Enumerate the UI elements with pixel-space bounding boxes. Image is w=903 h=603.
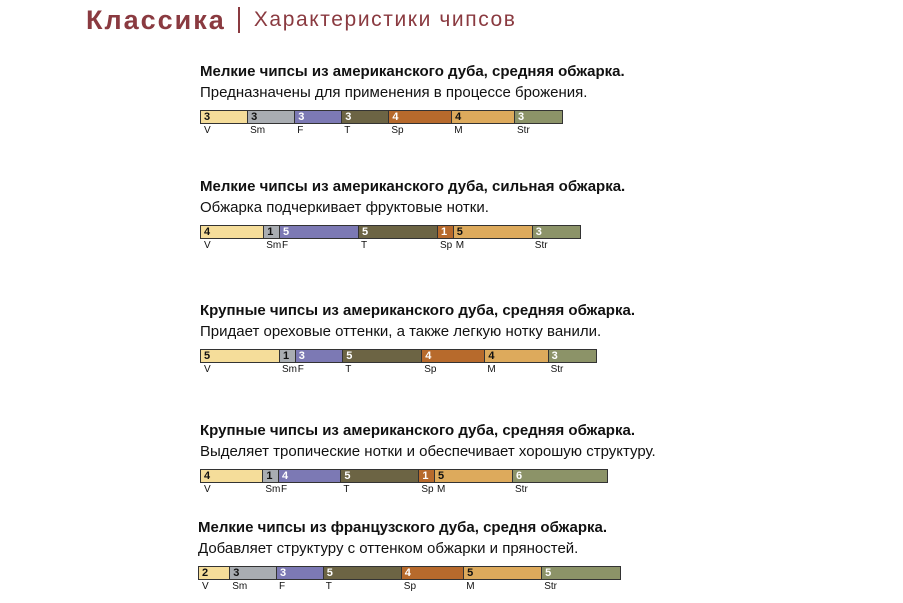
bar-value-label: 4 — [404, 567, 411, 579]
tick-label-m: M — [466, 581, 475, 592]
bar-value-label: 3 — [298, 111, 305, 123]
bar-segment-m — [435, 470, 513, 482]
profile-bar — [200, 225, 581, 239]
profile-description: Выделяет тропические нотки и обеспечивает хорошую структуру. — [200, 443, 656, 460]
bar-value-label: 6 — [515, 470, 523, 482]
bar-segment-v — [201, 226, 264, 238]
tick-label-v: V — [204, 240, 211, 251]
profile-axis — [200, 125, 625, 137]
tick-label-v: V — [204, 125, 211, 136]
tick-label-sm: Sm — [282, 364, 297, 375]
bar-segment-sm — [280, 350, 296, 362]
bar-segment-f — [279, 470, 341, 482]
tick-label-sp: Sp — [421, 484, 434, 495]
tick-label-t: T — [361, 240, 368, 251]
tick-label-sm: Sm — [232, 581, 248, 592]
bar-value-label: 1 — [266, 470, 273, 482]
bar-segment-sm — [248, 111, 295, 123]
bar-value-label: 3 — [345, 111, 352, 123]
page-header — [86, 0, 517, 40]
tick-label-str: Str — [544, 581, 557, 592]
bar-segment-m — [464, 567, 542, 579]
bar-value-label: 4 — [455, 111, 462, 123]
bar-segment-t — [359, 226, 438, 238]
tick-label-t: T — [343, 484, 350, 495]
tick-label-v: V — [202, 581, 209, 592]
tick-label-m: M — [455, 240, 465, 251]
tick-label-sm: Sm — [266, 240, 282, 251]
chip-profile-5 — [198, 519, 621, 593]
tick-label-sp: Sp — [424, 364, 437, 375]
bar-segment-m — [452, 111, 515, 123]
profile-title: Крупные чипсы из американского дуба, средняя обжарка. — [200, 302, 635, 319]
profile-title: Мелкие чипсы из американского дуба, сильная обжарка. — [200, 178, 626, 195]
bar-value-label: 4 — [488, 350, 495, 362]
bar-value-label: 1 — [283, 350, 290, 362]
tick-label-f: F — [297, 125, 304, 136]
tick-label-sm: Sm — [250, 125, 266, 136]
tick-label-str: Str — [550, 364, 564, 375]
bar-value-label: 4 — [425, 350, 432, 362]
bar-value-label: 4 — [204, 226, 211, 238]
bar-value-label: 1 — [267, 226, 274, 238]
bar-value-label: 5 — [346, 350, 353, 362]
tick-label-f: F — [282, 240, 289, 251]
bar-value-label: 1 — [422, 470, 429, 482]
bar-segment-t — [343, 350, 422, 362]
bar-segment-t — [324, 567, 402, 579]
chip-profile-3 — [200, 302, 635, 376]
bar-segment-sm — [264, 226, 280, 238]
bar-segment-v — [199, 567, 230, 579]
profile-description: Предназначены для применения в процессе брожения. — [200, 84, 588, 101]
bar-segment-str — [542, 567, 620, 579]
bar-value-label: 5 — [361, 226, 369, 238]
bar-value-label: 5 — [456, 226, 463, 238]
bar-value-label: 3 — [279, 567, 287, 579]
profile-title: Мелкие чипсы из американского дуба, средняя обжарка. — [200, 63, 625, 80]
bar-segment-m — [485, 350, 548, 362]
bar-segment-f — [277, 567, 324, 579]
tick-label-v: V — [204, 364, 211, 375]
bar-segment-m — [454, 226, 533, 238]
tick-label-f: F — [297, 364, 304, 375]
bar-segment-str — [549, 350, 596, 362]
profile-axis — [200, 364, 635, 376]
tick-label-m: M — [437, 484, 446, 495]
bar-value-label: 3 — [517, 111, 525, 123]
bar-segment-sm — [230, 567, 277, 579]
bar-value-label: 1 — [440, 226, 448, 238]
tick-label-str: Str — [517, 125, 530, 136]
bar-value-label: 5 — [437, 470, 445, 482]
bar-value-label: 5 — [467, 567, 474, 579]
bar-value-label: 5 — [282, 226, 290, 238]
bar-segment-v — [201, 470, 263, 482]
tick-label-v: V — [204, 484, 211, 495]
profile-axis — [200, 240, 625, 252]
tick-label-t: T — [345, 364, 352, 375]
chip-profile-2 — [200, 178, 625, 252]
profile-title: Крупные чипсы из американского дуба, средняя обжарка. — [200, 422, 635, 439]
tick-label-t: T — [344, 125, 351, 136]
bar-value-label: 5 — [545, 567, 552, 579]
bar-segment-sp — [389, 111, 452, 123]
profile-description: Придает ореховые оттенки, а также легкую нотку ванили. — [200, 323, 602, 340]
bar-segment-f — [280, 226, 359, 238]
bar-segment-sp — [402, 567, 464, 579]
bar-value-label: 3 — [535, 226, 542, 238]
bar-value-label: 5 — [344, 470, 351, 482]
bar-value-label: 2 — [202, 567, 209, 579]
bar-segment-t — [341, 470, 419, 482]
profile-bar — [200, 110, 563, 124]
bar-value-label: 3 — [298, 350, 305, 362]
tick-label-sp: Sp — [440, 240, 453, 251]
profile-bar — [200, 349, 597, 363]
tick-label-f: F — [281, 484, 288, 495]
profile-description: Добавляет структуру с оттенком обжарки и пряностей. — [198, 540, 579, 557]
bar-segment-v — [201, 350, 280, 362]
bar-segment-str — [515, 111, 562, 123]
bar-value-label: 4 — [204, 470, 211, 482]
profile-description: Обжарка подчеркивает фруктовые нотки. — [200, 199, 489, 216]
bar-value-label: 3 — [204, 111, 211, 123]
bar-segment-sp — [438, 226, 454, 238]
bar-value-label: 4 — [281, 470, 289, 482]
bar-value-label: 3 — [551, 350, 558, 362]
bar-segment-v — [201, 111, 248, 123]
bar-value-label: 5 — [326, 567, 333, 579]
bar-segment-str — [513, 470, 607, 482]
chip-profile-4 — [200, 422, 656, 496]
bar-segment-t — [342, 111, 389, 123]
profile-bar — [200, 469, 608, 483]
bar-segment-str — [533, 226, 580, 238]
tick-label-m: M — [487, 364, 496, 375]
bar-segment-sp — [422, 350, 485, 362]
tick-label-sp: Sp — [391, 125, 404, 136]
header-divider — [238, 7, 240, 33]
profile-axis — [198, 581, 621, 593]
profile-title: Мелкие чипсы из французского дуба, средня обжарка. — [198, 519, 607, 536]
tick-label-m: M — [454, 125, 463, 136]
bar-segment-sm — [263, 470, 279, 482]
tick-label-f: F — [279, 581, 286, 592]
bar-value-label: 4 — [392, 111, 399, 123]
tick-label-str: Str — [534, 240, 548, 251]
brand-title: Классика — [86, 4, 226, 35]
bar-segment-f — [295, 111, 342, 123]
tick-label-sp: Sp — [403, 581, 417, 592]
page-subtitle: Характеристики чипсов — [253, 8, 517, 31]
bar-value-label: 3 — [233, 567, 240, 579]
bar-value-label: 3 — [251, 111, 258, 123]
tick-label-t: T — [325, 581, 332, 592]
bar-segment-f — [296, 350, 343, 362]
tick-label-str: Str — [515, 484, 528, 495]
chip-profile-1 — [200, 63, 625, 137]
bar-value-label: 5 — [204, 350, 211, 362]
profile-bar — [198, 566, 621, 580]
tick-label-sm: Sm — [265, 484, 281, 495]
profile-axis — [200, 484, 656, 496]
bar-segment-sp — [419, 470, 435, 482]
